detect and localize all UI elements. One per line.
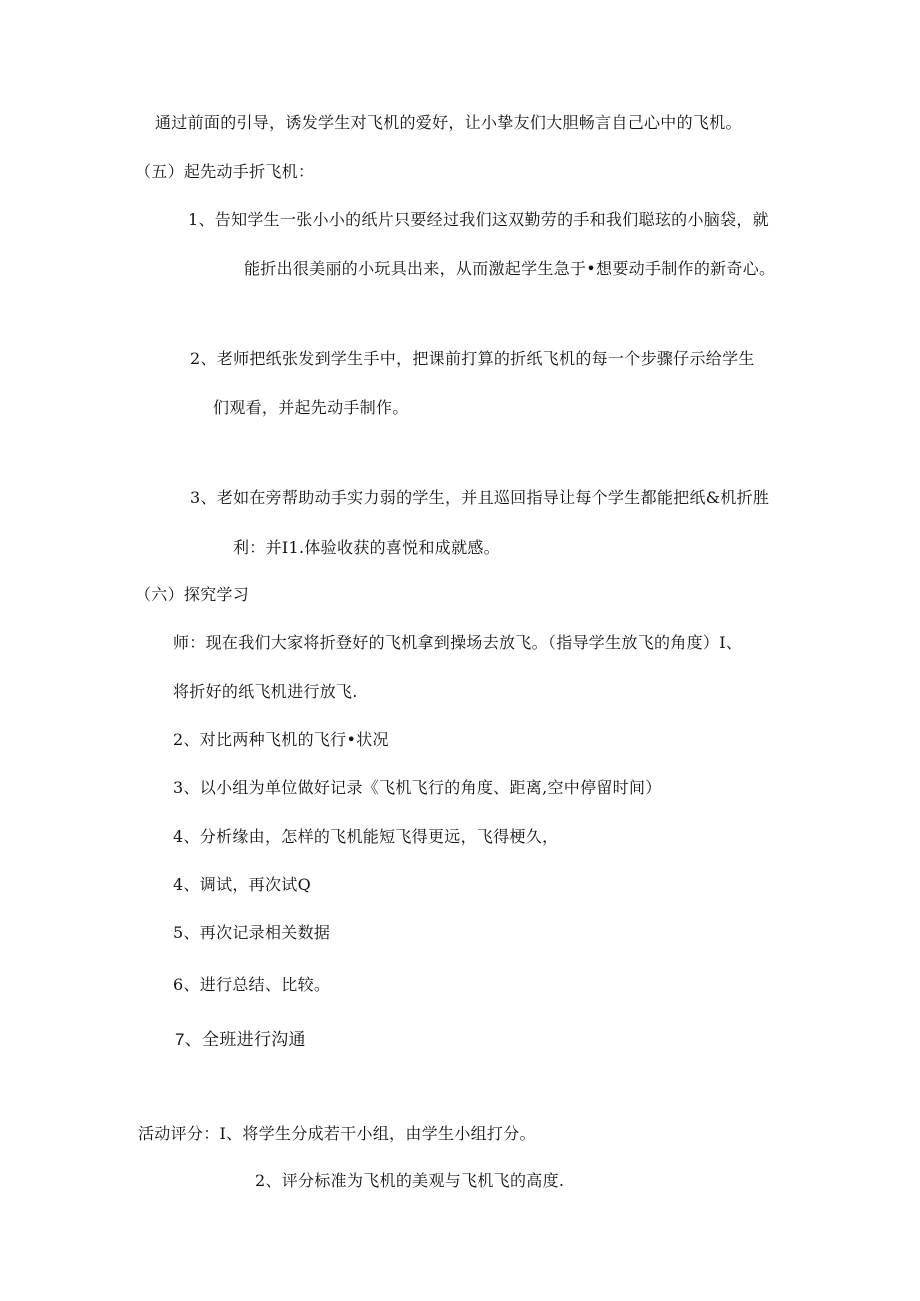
section-5-item-2-line-2: 们观看，并起先动手制作。 <box>213 398 409 417</box>
section-6-step: 4、调试，再次试Q <box>173 875 311 894</box>
section-6-step: 7、全班进行沟通 <box>175 1030 306 1049</box>
section-6-step: 2、对比两种飞机的飞行•状况 <box>173 730 389 749</box>
section-5-item-2-line-1: 2、老师把纸张发到学生手中，把课前打算的折纸飞机的每一个步骤仔示给学生 <box>190 349 755 368</box>
evaluation-line-1: 活动评分：I、将学生分成若干小组，由学生小组打分。 <box>138 1124 536 1143</box>
section-6-step: 6、进行总结、比较。 <box>173 975 331 994</box>
section-6-teacher-line-2: 将折好的纸飞机进行放飞. <box>173 682 358 701</box>
intro-paragraph: 通过前面的引导，诱发学生对飞机的爱好，让小挚友们大胆畅言自己心中的飞机。 <box>155 113 742 132</box>
section-6-teacher-line-1: 师：现在我们大家将折登好的飞机拿到操场去放飞。（指导学生放飞的角度）I、 <box>173 633 743 652</box>
section-6-step: 3、以小组为单位做好记录《飞机飞行的角度、距离,空中停留时间） <box>173 778 662 797</box>
section-6-step: 5、再次记录相关数据 <box>173 923 331 942</box>
section-5-item-1-line-2: 能折出很美丽的小玩具出来，从而激起学生急于•想要动手制作的新奇心。 <box>244 259 776 278</box>
section-5-item-1-line-1: 1、告知学生一张小小的纸片只要经过我们这双勤劳的手和我们聪玹的小脑袋，就 <box>188 210 769 229</box>
evaluation-line-2: 2、评分标准为飞机的美观与飞机飞的高度. <box>255 1171 565 1190</box>
section-5-item-3-line-2: 利：并I1.体验收获的喜悦和成就感。 <box>233 538 500 557</box>
section-6-heading: （六）探究学习 <box>135 585 250 604</box>
section-5-item-3-line-1: 3、老如在旁帮助动手实力弱的学生，并且巡回指导让每个学生都能把纸&机折胜 <box>190 488 770 507</box>
section-5-heading: （五）起先动手折飞机： <box>135 162 315 181</box>
section-6-step: 4、分析缘由，怎样的飞机能短飞得更远，飞得梗久， <box>173 827 559 846</box>
